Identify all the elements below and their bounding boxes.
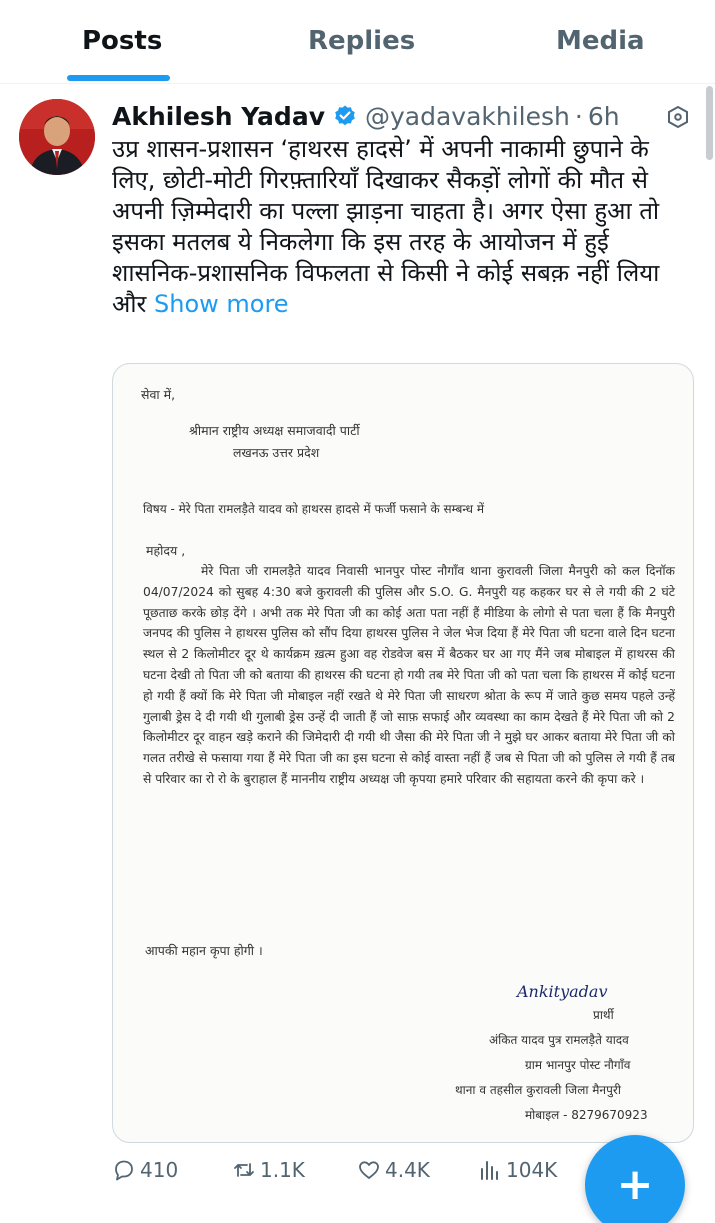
like-button[interactable] [357, 1158, 430, 1182]
repost-icon [232, 1158, 256, 1182]
reply-button[interactable] [112, 1158, 178, 1182]
profile-tabs [0, 0, 715, 84]
tab-posts[interactable]: Posts [82, 26, 163, 56]
reply-count: 410 [140, 1158, 179, 1182]
letter-greeting: महोदय , [146, 543, 186, 558]
letter-addressee-1: श्रीमान राष्ट्रीय अध्यक्ष समाजवादी पार्टी [189, 423, 360, 438]
tweet-header [112, 98, 620, 134]
like-icon [357, 1158, 381, 1182]
views-button[interactable] [478, 1158, 557, 1182]
letter-sender-1: अंकित यादव पुत्र रामलड़ैते यादव [489, 1033, 629, 1047]
tab-replies[interactable]: Replies [308, 26, 416, 56]
verified-badge-icon [333, 104, 357, 128]
avatar-photo [19, 99, 95, 175]
tweet-body: उप्र शासन-प्रशासन ‘हाथरस हादसे’ में अपनी नाकामी छुपाने के लिए, छोटी-मोटी गिरफ़्तारियाँ दिखाकर सैकड़ों लोगों की मौत से अपनी ज़िम्मेदारी का पल्ला झाड़ना चाहता है। अगर ऐसा हुआ तो इसका मतलब ये निकलेगा कि इस तरह के आयोजन में हुई शासनिक-प्रशासनिक विफलता से किसी ने कोई सबक़ नहीं लिया और [112, 135, 660, 318]
more-options-icon[interactable] [665, 104, 691, 130]
views-icon [478, 1158, 502, 1182]
scrollbar[interactable] [706, 86, 713, 160]
author-name[interactable]: Akhilesh Yadav [112, 101, 325, 131]
show-more-link[interactable]: Show more [154, 290, 289, 318]
letter-applicant: प्रार्थी [593, 1008, 614, 1022]
compose-plus-icon: + [616, 1159, 654, 1210]
tab-media[interactable]: Media [556, 26, 645, 56]
active-tab-indicator [67, 75, 170, 81]
like-count: 4.4K [385, 1158, 430, 1182]
tweet-action-bar [112, 1158, 612, 1188]
letter-closing: आपकी महान कृपा होगी । [145, 943, 263, 958]
tweet-media-image[interactable] [112, 363, 694, 1143]
letter-addressee-2: लखनऊ उत्तर प्रदेश [233, 445, 320, 460]
letter-salutation: सेवा में, [141, 387, 176, 402]
repost-count: 1.1K [260, 1158, 305, 1182]
tweet-timestamp[interactable]: 6h [587, 101, 620, 131]
letter-sender-3: थाना व तहसील कुरावली जिला मैनपुरी [455, 1083, 621, 1097]
letter-sender-4: मोबाइल - 8279670923 [525, 1108, 648, 1122]
compose-button[interactable] [585, 1135, 685, 1223]
author-handle[interactable]: @yadavakhilesh [365, 101, 570, 131]
letter-body: मेरे पिता जी रामलड़ैते यादव निवासी भानपुर पोस्ट नौगाँव थाना कुरावली जिला मैनपुरी को कल दिनॉक 04/07/2024 को सुबह 4:30 बजे कुरावली की पुलिस और S.O. G. मैनपुरी यह कहकर घर से ले गयी की 2 घंटे पूछताछ करके छोड़ देंगे । अभी तक मेरे पिता जी का कोई अता पता नहीं हैं मीडिया के लोगो से पता चला हैं कि मैनपुरी जनपद की पुलिस ने हाथरस पुलिस को सौंप दिया हाथरस पुलिस ने जेल भेज दिया हैं मेरे पिता जी घटना वाले दिन घटना स्थल से 2 किलोमीटर दूर थे कार्यक्रम ख़त्म हुआ वह रोडवेज बस में बैठकर घर आ गए मैंने जब मोबाइल में हाथरस की घटना देखी तो पिता जी को बताया की हाथरस की घटना हो गयी तब मेरे पिता जी को पता चला कि हाथरस में कोई घटना हो गयी हैं क्यों कि मेरे पिता जी मोबाइल नहीं रखते थे मेरे पिता जी साधरण श्रोता के रूप में जाते कुछ समय पहले उन्हें गुलाबी ड्रेस दे दी गयी थी गुलाबी ड्रेस उन्हें दी जाती हैं जो साफ़ सफाई और व्यवस्था का काम देखते हैं मेरे पिता जी को 2 किलोमीटर दूर वाहन खड़े कराने की जिमेदारी दी गयी थी जैसा की मेरे पिता जी ने मुझे घर आकर बताया मेरे पिता जी को गलत तरीखे से फसाया गया हैं मेरे पिता जी का इस घटना से कोई वास्ता नहीं हैं जब से पिता जी को पुलिस ले गयी हैं तब से परिवार का रो रो के बुराहाल हैं माननीय राष्ट्रीय अध्यक्ष जी कृपया हमारे परिवार की सहायता करने की कृपा करे । [143, 564, 675, 786]
views-count: 104K [506, 1158, 558, 1182]
letter-signature: Ankityadav [517, 982, 608, 1001]
letter-document [113, 364, 693, 1142]
letter-sender-2: ग्राम भानपुर पोस्ट नौगाँव [525, 1058, 631, 1072]
header-separator: · [574, 101, 583, 131]
avatar[interactable] [19, 99, 95, 175]
repost-button[interactable] [232, 1158, 305, 1182]
reply-icon [112, 1158, 136, 1182]
letter-subject: विषय - मेरे पिता रामलड़ैते यादव को हाथरस हादसे में फर्जी फसाने के सम्बन्ध में [143, 502, 485, 516]
tweet-text [112, 134, 697, 320]
